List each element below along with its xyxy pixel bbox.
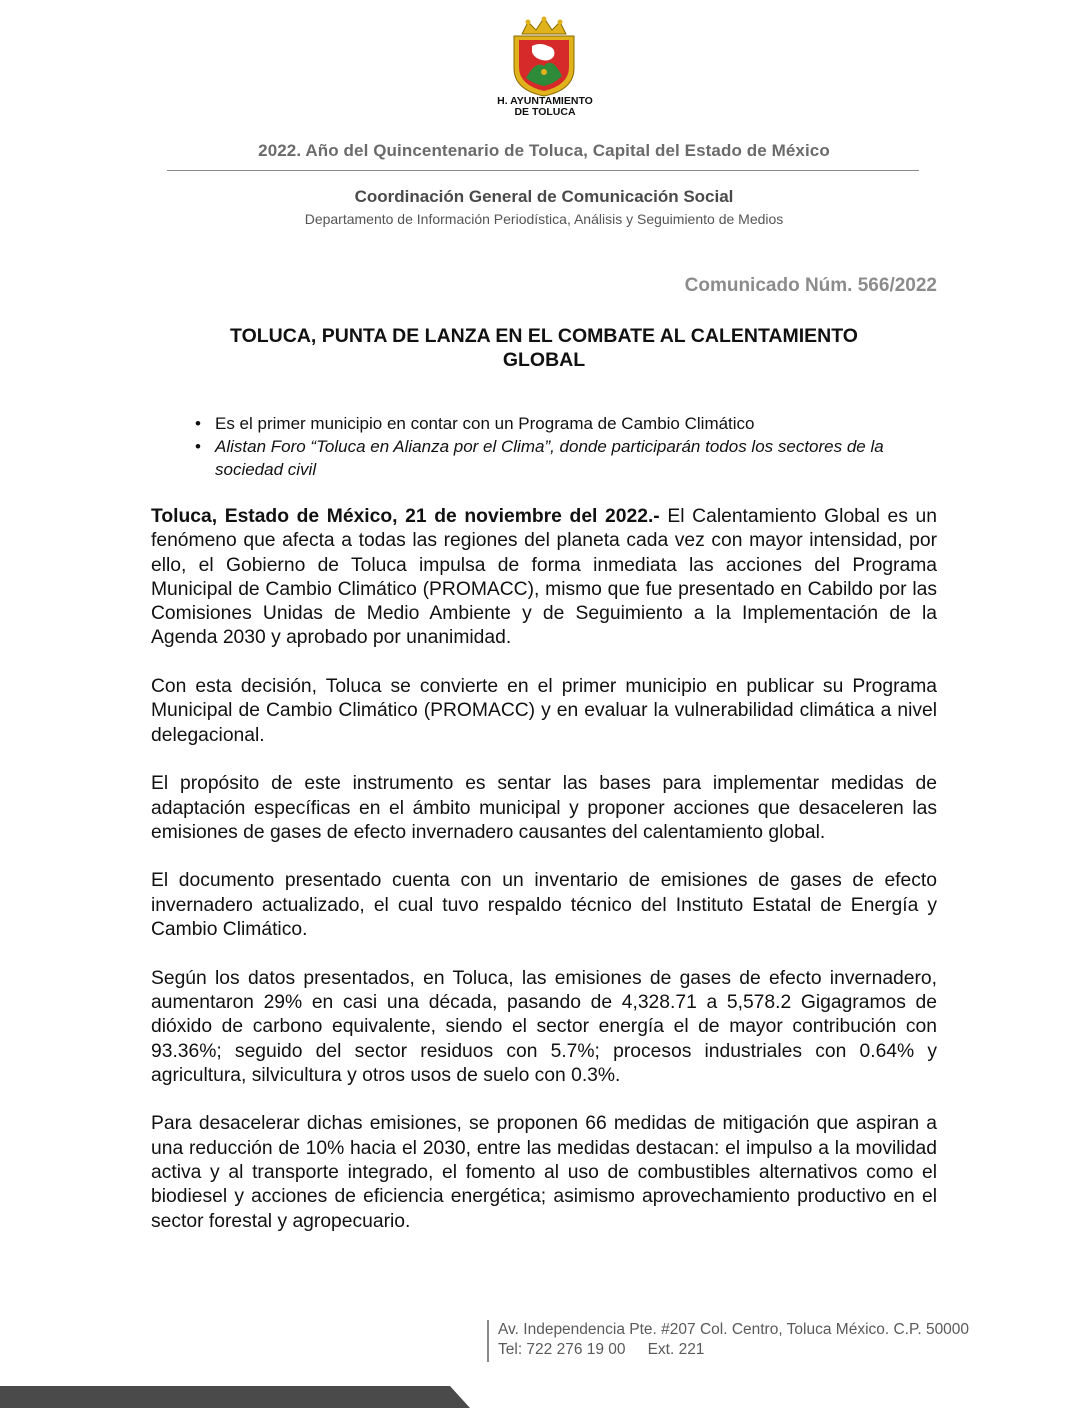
paragraph-2: Con esta decisión, Toluca se convierte en el primer municipio en publicar su Programa Municipal de Cambio Climático (PROMACC) y en evaluar la vulnerabilidad climática a nivel delegacional. xyxy=(151,676,937,746)
bullet-text: Alistan Foro “Toluca en Alianza por el Clima”, donde participarán todos los sectores de la sociedad civil xyxy=(215,437,884,479)
logo-caption-line1: H. AYUNTAMIENTO xyxy=(497,95,593,107)
paragraph-6: Para desacelerar dichas emisiones, se proponen 66 medidas de mitigación que aspiran a una reducción de 10% hacia el 2030, entre las medidas destacan: el impulso a la movilidad activa y al transporte integrado, el fomento al uso de combustibles alternativos como el biodiesel y acciones de eficiencia energética; asimismo aprovechamiento productivo en el sector forestal y agropecuario. xyxy=(151,1113,937,1232)
bullet-text: Es el primer municipio en contar con un Programa de Cambio Climático xyxy=(215,414,755,433)
article-body xyxy=(151,505,937,1258)
logo-caption xyxy=(470,96,620,118)
footer-address: Av. Independencia Pte. #207 Col. Centro, Toluca México. C.P. 50000 xyxy=(498,1321,970,1338)
headline-line1: TOLUCA, PUNTA DE LANZA EN EL COMBATE AL CALENTAMIENTO xyxy=(230,325,858,347)
footer-divider xyxy=(487,1320,489,1362)
department-subtitle: Departamento de Información Periodística, Análisis y Seguimiento de Medios xyxy=(304,211,784,227)
dateline: Toluca, Estado de México, 21 de noviembre del 2022.- xyxy=(151,506,660,527)
bullet-dot-icon: • xyxy=(195,414,201,433)
bullet-item xyxy=(195,412,895,435)
footer-tel: Tel: 722 276 19 00 xyxy=(498,1341,626,1358)
summary-bullets xyxy=(195,412,895,481)
bullet-dot-icon: • xyxy=(195,437,201,456)
headline-line2: GLOBAL xyxy=(502,349,586,371)
bullet-item xyxy=(195,435,895,481)
paragraph-3: El propósito de este instrumento es sentar las bases para implementar medidas de adaptación específicas en el ámbito municipal y proponer acciones que desaceleren las emisiones de gases de efecto invernadero causantes del calentamiento global. xyxy=(151,773,937,843)
logo-caption-line2: DE TOLUCA xyxy=(514,106,576,118)
coordination-title: Coordinación General de Comunicación Social xyxy=(354,187,734,206)
headline xyxy=(160,324,928,372)
toluca-coat-of-arms-logo xyxy=(508,16,580,98)
paragraph-1 xyxy=(151,505,937,651)
bottom-decorative-stripe xyxy=(0,1386,470,1408)
header-divider xyxy=(167,170,919,171)
paragraph-1-text: El Calentamiento Global es un fenómeno que afecta a todas las regiones del planeta cada vez con mayor intensidad, por ello, el Gobierno de Toluca impulsa de forma inmediata las acciones del Programa Municipal de Cambio Climático (PROMACC), mismo que fue presentado en Cabildo por las Comisiones Unidas de Medio Ambiente y de Seguimiento a la Implementación de la Agenda 2030 y aprobado por unanimidad. xyxy=(151,506,937,649)
footer-phone xyxy=(498,1341,704,1359)
footer-ext: Ext. 221 xyxy=(647,1341,705,1358)
paragraph-4: El documento presentado cuenta con un inventario de emisiones de gases de efecto invernadero actualizado, el cual tuvo respaldo técnico del Instituto Estatal de Energía y Cambio Climático. xyxy=(151,870,937,941)
year-motto: 2022. Año del Quincentenario de Toluca, Capital del Estado de México xyxy=(258,141,830,160)
paragraph-5: Según los datos presentados, en Toluca, las emisiones de gases de efecto invernadero, aumentaron 29% en casi una década, pasando de 4,328.71 a 5,578.2 Gigagramos de dióxido de carbono equivalente, siendo el sector energía el de mayor contribución con 93.36%; seguido del sector residuos con 5.7%; procesos industriales con 0.64% y agricultura, silvicultura y otros usos de suelo con 0.3%. xyxy=(151,967,937,1086)
communique-number: Comunicado Núm. 566/2022 xyxy=(684,275,937,296)
